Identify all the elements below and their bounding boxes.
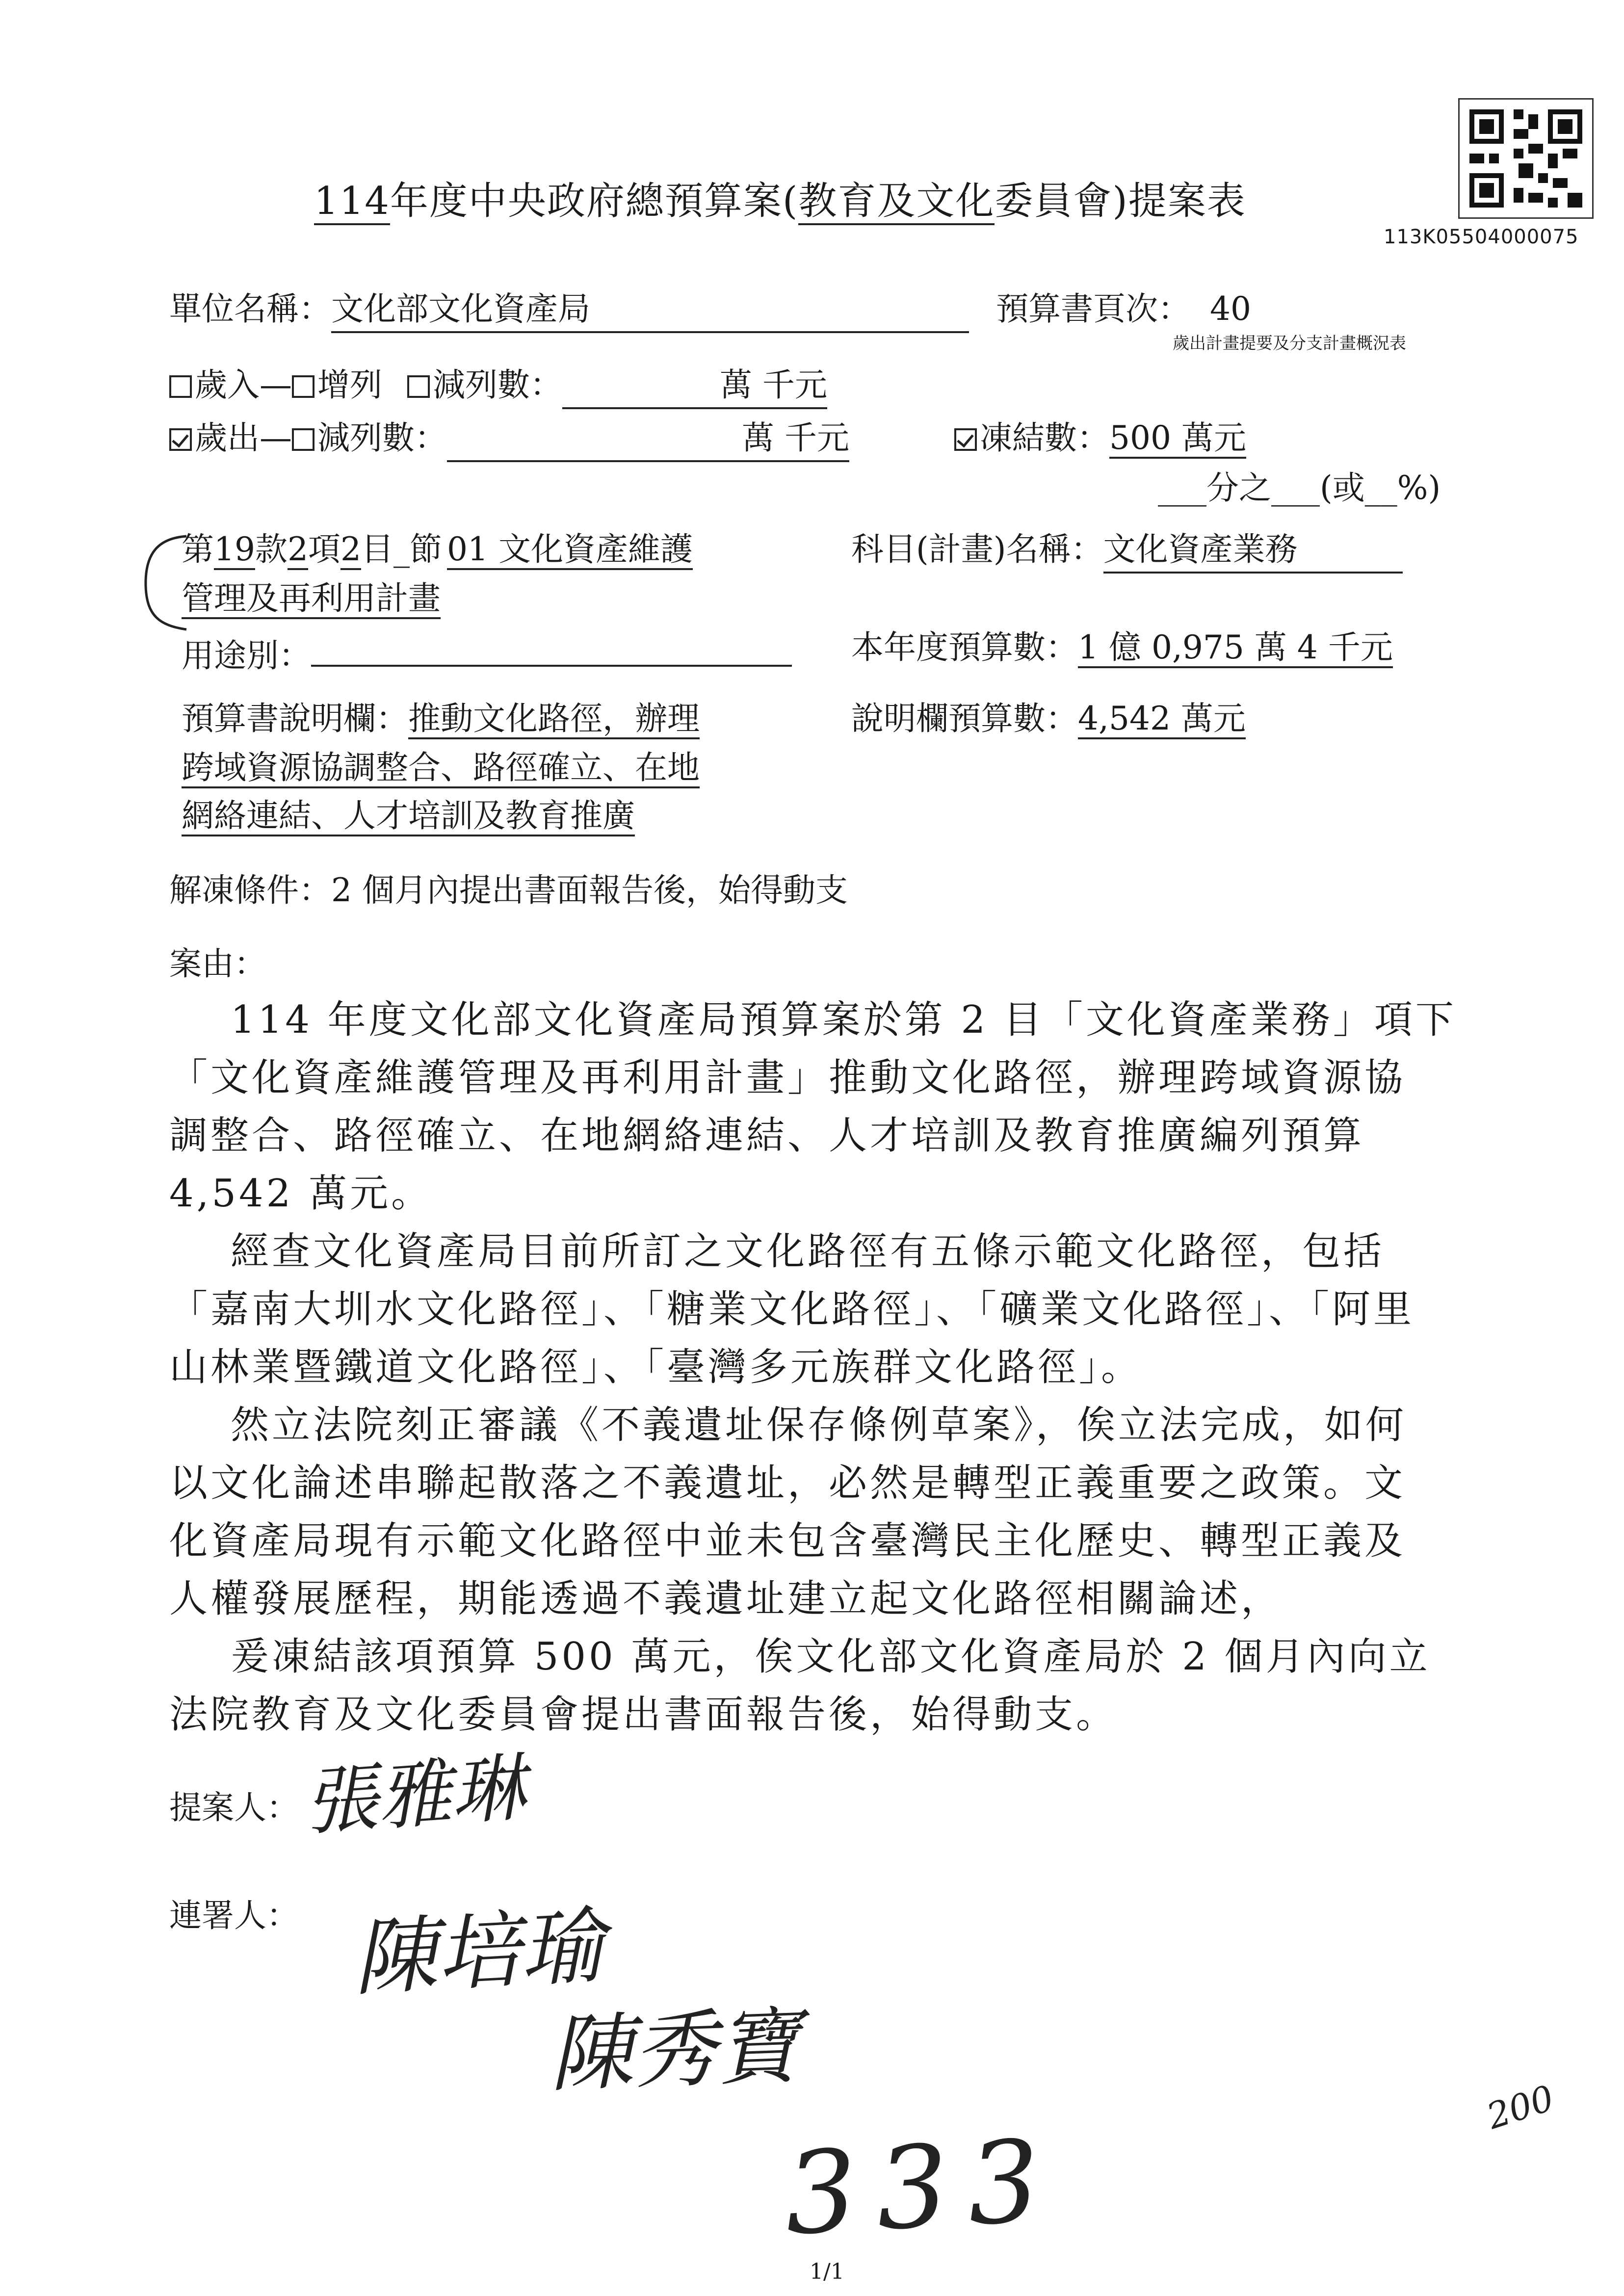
description-budget-label: 說明欄預算數： bbox=[851, 700, 1078, 737]
reason-line-4: 4,542 萬元。 bbox=[169, 1172, 433, 1216]
expenditure-amount-field[interactable]: 萬 千元 bbox=[447, 416, 849, 462]
freeze-label: 凍結數： bbox=[980, 419, 1109, 457]
reason-line-12: 爰凍結該項預算 500 萬元，俟文化部文化資產局於 2 個月內向立 bbox=[231, 1635, 1431, 1679]
expenditure-reduce-label: 減列數： bbox=[317, 419, 447, 457]
usage-row bbox=[182, 626, 792, 678]
freeze-row bbox=[954, 416, 1246, 460]
usage-field[interactable] bbox=[311, 626, 792, 667]
expenditure-label: 歲出— bbox=[195, 419, 292, 457]
reason-line-5: 經查文化資產局目前所訂之文化路徑有五條示範文化路徑，包括 bbox=[231, 1229, 1385, 1274]
proposer-signature: 張雅琳 bbox=[301, 1745, 528, 1846]
fraction-text: ___分之___(或__%) bbox=[1158, 469, 1441, 507]
item-plan-name: 01 文化資產維護 bbox=[447, 530, 693, 570]
description-line3-wrap bbox=[182, 794, 635, 838]
item-mu: 2 bbox=[341, 530, 361, 570]
budget-page-value: 40 bbox=[1210, 290, 1251, 328]
title-text-1: 年度中央政府總預算案( bbox=[390, 179, 799, 223]
subject-label: 科目(計畫)名稱： bbox=[851, 530, 1103, 568]
item-xiang: 2 bbox=[288, 530, 308, 570]
cosigner-label: 連署人： bbox=[169, 1897, 299, 1934]
handwritten-corner-number: 200 bbox=[1482, 2077, 1559, 2138]
document-code: 113K05504000075 bbox=[1384, 226, 1579, 248]
qr-code bbox=[1458, 98, 1594, 219]
expenditure-reduce-checkbox[interactable] bbox=[292, 428, 314, 451]
revenue-amount-field[interactable]: 萬 千元 bbox=[562, 363, 827, 409]
handwritten-number: 333 bbox=[782, 2115, 1063, 2261]
subject-row bbox=[851, 527, 1403, 574]
revenue-add-label: 增列 bbox=[317, 366, 382, 404]
description-line2: 跨域資源協調整合、路徑確立、在地 bbox=[182, 749, 700, 788]
cosigner-signature-2: 陳秀寶 bbox=[548, 1998, 802, 2104]
proposer-label: 提案人： bbox=[169, 1789, 299, 1826]
unit-row bbox=[169, 287, 969, 333]
item-plan-line2 bbox=[182, 576, 441, 621]
subject-value: 文化資產業務 bbox=[1103, 527, 1403, 574]
expenditure-row bbox=[169, 416, 849, 462]
budget-page-label: 預算書頁次： bbox=[996, 290, 1190, 328]
annual-budget-label: 本年度預算數： bbox=[851, 628, 1078, 666]
unit-label: 單位名稱： bbox=[169, 290, 331, 328]
item-plan-name-line2: 管理及再利用計畫 bbox=[182, 579, 441, 619]
revenue-label: 歲入— bbox=[195, 366, 292, 404]
description-line1: 推動文化路徑，辦理 bbox=[408, 700, 700, 739]
usage-label: 用途別： bbox=[182, 637, 311, 675]
reason-line-11: 人權發展歷程，期能透過不義遺址建立起文化路徑相關論述， bbox=[169, 1577, 1283, 1621]
description-budget-row bbox=[851, 697, 1246, 741]
page-number: 1/1 bbox=[810, 2259, 844, 2284]
revenue-row bbox=[169, 363, 827, 409]
item-mu-label: 目 bbox=[361, 530, 393, 568]
reason-label: 案由： bbox=[169, 945, 266, 983]
freeze-value: 500 萬元 bbox=[1109, 419, 1246, 459]
reason-line-9: 以文化論述串聯起散落之不義遺址，必然是轉型正義重要之政策。文 bbox=[169, 1461, 1406, 1505]
description-line3: 網絡連結、人才培訓及教育推廣 bbox=[182, 797, 635, 836]
page-title bbox=[314, 174, 1246, 228]
budget-page-note: 歲出計畫提要及分支計畫概況表 bbox=[1173, 334, 1406, 353]
description-line2-wrap bbox=[182, 746, 700, 790]
item-prefix: 第 bbox=[182, 530, 214, 568]
reason-line-2: 「文化資產維護管理及再利用計畫」推動文化路徑，辦理跨域資源協 bbox=[169, 1056, 1406, 1100]
unit-value: 文化部文化資產局 bbox=[331, 287, 969, 333]
revenue-checkbox[interactable] bbox=[169, 375, 192, 398]
item-kuan-label: 款 bbox=[255, 530, 288, 568]
title-text-2: 委員會)提案表 bbox=[995, 179, 1246, 223]
revenue-reduce-label: 減列數： bbox=[432, 366, 562, 404]
annual-budget-value: 1 億 0,975 萬 4 千元 bbox=[1078, 628, 1393, 668]
reason-line-10: 化資產局現有示範文化路徑中並未包含臺灣民主化歷史、轉型正義及 bbox=[169, 1519, 1406, 1563]
item-jie-label: _節 bbox=[393, 530, 442, 568]
description-label: 預算書說明欄： bbox=[182, 700, 408, 737]
revenue-reduce-checkbox[interactable] bbox=[407, 375, 430, 398]
cosigner-signature-1: 陳培瑜 bbox=[351, 1897, 606, 2008]
reason-line-3: 調整合、路徑確立、在地網絡連結、人才培訓及教育推廣編列預算 bbox=[169, 1114, 1365, 1158]
description-budget-value: 4,542 萬元 bbox=[1078, 700, 1246, 739]
item-xiang-label: 項 bbox=[308, 530, 341, 568]
expenditure-checkbox[interactable] bbox=[169, 428, 192, 451]
item-row bbox=[182, 527, 693, 572]
reason-line-8: 然立法院刻正審議《不義遺址保存條例草案》，俟立法完成，如何 bbox=[231, 1403, 1407, 1447]
item-kuan: 19 bbox=[214, 530, 255, 570]
title-committee: 教育及文化 bbox=[798, 179, 995, 225]
reason-line-7: 山林業暨鐵道文化路徑」、「臺灣多元族群文化路徑」。 bbox=[169, 1345, 1143, 1389]
freeze-checkbox[interactable] bbox=[954, 428, 977, 451]
description-row bbox=[182, 697, 700, 741]
title-year: 114 bbox=[314, 179, 390, 225]
unfreeze-condition: 解凍條件：2 個月內提出書面報告後，始得動支 bbox=[169, 871, 848, 909]
revenue-add-checkbox[interactable] bbox=[292, 375, 314, 398]
reason-line-1: 114 年度文化部文化資產局預算案於第 2 目「文化資產業務」項下 bbox=[231, 998, 1457, 1042]
reason-line-6: 「嘉南大圳水文化路徑」、「糖業文化路徑」、「礦業文化路徑」、「阿里 bbox=[169, 1287, 1415, 1331]
budget-page-row bbox=[996, 287, 1251, 331]
annual-budget-row bbox=[851, 626, 1393, 670]
reason-line-13: 法院教育及文化委員會提出書面報告後，始得動支。 bbox=[169, 1693, 1118, 1737]
